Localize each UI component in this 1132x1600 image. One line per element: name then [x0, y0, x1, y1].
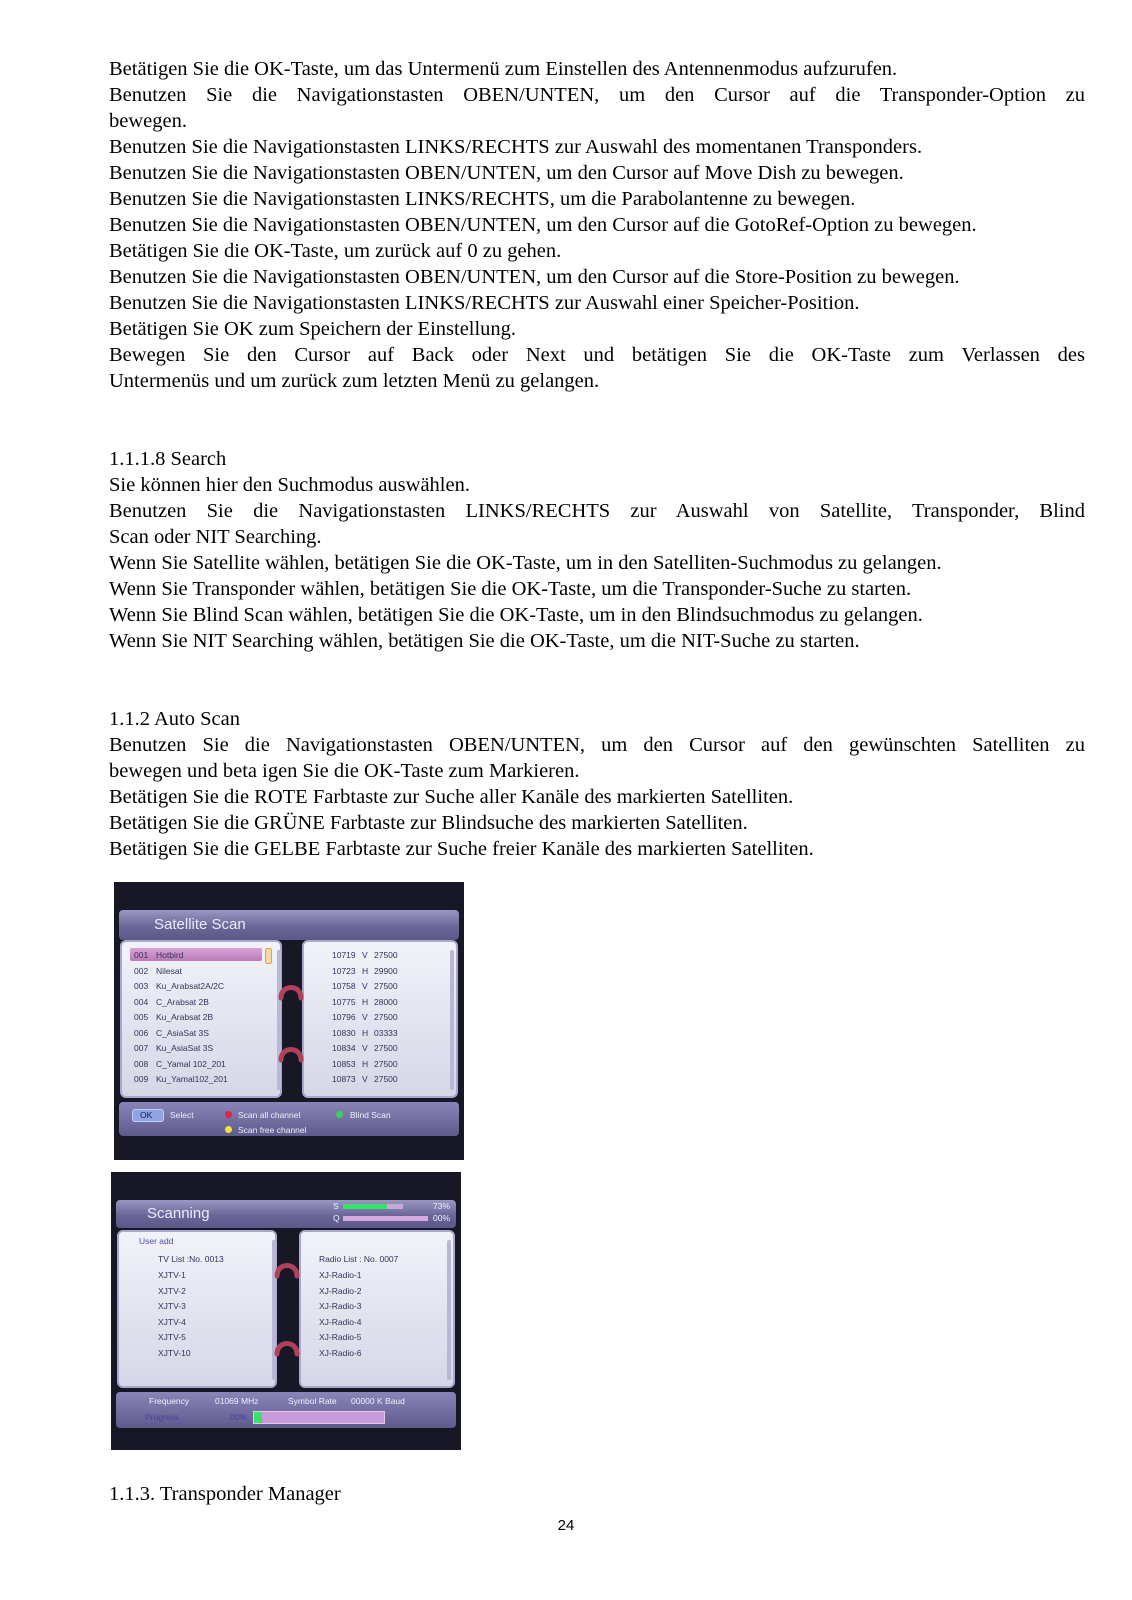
text-line: Benutzen Sie die Navigationstasten OBEN/UNTEN, um den Cursor auf die Transponder-Option zu [109, 84, 1085, 106]
blind-scan-label: Blind Scan [350, 1110, 391, 1120]
satellite-number: 006 [134, 1027, 149, 1038]
transponder-polarization: H [362, 1058, 369, 1069]
satellite-name: C_Arabsat 2B [156, 996, 209, 1007]
signal-q-value: 00% [433, 1213, 451, 1223]
text-line: Wenn Sie NIT Searching wählen, betätigen Sie die OK-Taste, um die NIT-Suche zu starten. [109, 630, 860, 652]
text-line: Benutzen Sie die Navigationstasten LINKS/RECHTS zur Auswahl des momentanen Transponders. [109, 136, 923, 158]
text-line: Benutzen Sie die Navigationstasten LINKS/RECHTS zur Auswahl von Satellite, Transponder, Blind [109, 500, 1085, 522]
text-line: Betätigen Sie die GELBE Farbtaste zur Suche freier Kanäle des markierten Satelliten. [109, 838, 814, 860]
link-hook-icon [274, 1258, 300, 1280]
signal-s-label: S [333, 1201, 339, 1211]
transponder-polarization: V [362, 981, 368, 991]
text-line: Betätigen Sie OK zum Speichern der Einstellung. [109, 318, 517, 340]
text-line: bewegen und beta igen Sie die OK-Taste zum Markieren. [109, 760, 580, 782]
transponder-row[interactable] [332, 1059, 404, 1069]
text-line: Wenn Sie Blind Scan wählen, betätigen Sie die OK-Taste, um in den Blindsuchmodus zu gelangen. [109, 604, 923, 626]
progress-bar [253, 1411, 385, 1424]
progress-value: 00% [230, 1412, 248, 1422]
text-line: Scan oder NIT Searching. [109, 526, 322, 548]
tv-channel-row: XJTV-2 [158, 1285, 186, 1296]
transponder-polarization: V [362, 950, 368, 960]
radio-channel-row: XJ-Radio-6 [319, 1347, 362, 1358]
tv-channel-row: XJTV-10 [158, 1347, 191, 1358]
tv-channel-row: XJTV-1 [158, 1270, 186, 1280]
signal-q-bar [343, 1216, 428, 1221]
radio-channel-row: XJ-Radio-2 [319, 1285, 362, 1296]
text-line: Wenn Sie Transponder wählen, betätigen Sie die OK-Taste, um die Transponder-Suche zu starten. [109, 578, 912, 600]
heading-transponder-manager: 1.1.3. Transponder Manager [109, 1483, 341, 1505]
satellite-row[interactable] [134, 997, 209, 1007]
satellite-number: 008 [134, 1058, 149, 1069]
transponder-frequency: 10719 [332, 950, 356, 960]
text-line: Betätigen Sie die GRÜNE Farbtaste zur Blindsuche des markierten Satelliten. [109, 812, 748, 834]
satellite-number: 002 [134, 965, 149, 976]
satellite-row[interactable] [134, 981, 224, 991]
satellite-number: 003 [134, 981, 149, 991]
text-line: Betätigen Sie die ROTE Farbtaste zur Suche aller Kanäle des markierten Satelliten. [109, 786, 794, 808]
page-body [109, 56, 1085, 862]
text-line: bewegen. [109, 110, 187, 132]
select-label: Select [170, 1110, 194, 1120]
green-key-icon [336, 1111, 343, 1118]
text-line: Betätigen Sie die OK-Taste, um zurück auf 0 zu gehen. [109, 240, 562, 262]
tv-channel-row: XJTV-3 [158, 1301, 186, 1311]
transponder-symbol-rate: 29900 [374, 965, 398, 976]
transponder-row[interactable] [332, 966, 404, 976]
progress-fill [254, 1412, 262, 1423]
tv-channel-row: XJTV-5 [158, 1332, 186, 1342]
symbol-rate-value: 00000 K Baud [351, 1396, 405, 1406]
text-line: Benutzen Sie die Navigationstasten OBEN/UNTEN, um den Cursor auf die GotoRef-Option zu bewegen. [109, 214, 977, 236]
scan-all-label: Scan all channel [238, 1110, 301, 1120]
satellite-name: Ku_AsiaSat 3S [156, 1043, 214, 1053]
transponder-polarization: V [362, 1012, 368, 1022]
satellite-name: Ku_Yamal102_201 [156, 1074, 228, 1084]
transponder-symbol-rate: 27500 [374, 1058, 398, 1069]
intro-paragraphs [109, 56, 1085, 394]
satellite-number: 005 [134, 1012, 149, 1022]
page-number: 24 [557, 1517, 575, 1534]
transponder-row[interactable] [332, 1074, 404, 1084]
satellite-scroll-thumb[interactable] [265, 948, 272, 964]
signal-s-value: 73% [433, 1201, 451, 1211]
satellite-row[interactable] [134, 966, 182, 976]
scan-free-label: Scan free channel [238, 1125, 307, 1135]
transponder-symbol-rate: 28000 [374, 996, 398, 1007]
transponder-symbol-rate: 27500 [374, 981, 398, 991]
transponder-row[interactable] [332, 1012, 404, 1022]
radio-channel-row: XJ-Radio-5 [319, 1332, 362, 1342]
satellite-row[interactable] [134, 1074, 228, 1084]
link-hook-icon [278, 980, 304, 1002]
satellite-number: 004 [134, 996, 149, 1007]
text-line: Benutzen Sie die Navigationstasten LINKS/RECHTS zur Auswahl einer Speicher-Position. [109, 292, 860, 314]
transponder-row[interactable] [332, 1043, 404, 1053]
transponder-polarization: V [362, 1043, 368, 1053]
satellite-scan-screenshot [114, 882, 464, 1160]
satellite-name: Nilesat [156, 965, 182, 976]
link-hook-icon [278, 1042, 304, 1064]
satellite-name: Ku_Arabsat2A/2C [156, 981, 225, 991]
signal-q-label: Q [333, 1213, 340, 1223]
text-line: Betätigen Sie die OK-Taste, um das Untermenü zum Einstellen des Antennenmodus aufzurufen. [109, 58, 898, 80]
transponder-symbol-rate: 03333 [374, 1027, 398, 1038]
transponder-frequency: 10775 [332, 996, 356, 1007]
transponder-polarization: V [362, 1074, 368, 1084]
transponder-frequency: 10796 [332, 1012, 356, 1022]
transponder-symbol-rate: 27500 [374, 1012, 398, 1022]
satellite-number: 001 [134, 950, 149, 960]
text-line: Sie können hier den Suchmodus auswählen. [109, 474, 470, 496]
transponder-frequency: 10830 [332, 1027, 356, 1038]
satellite-row[interactable] [134, 1043, 213, 1053]
scanning-title: Scanning [147, 1205, 210, 1222]
transponder-symbol-rate: 27500 [374, 950, 398, 960]
symbol-rate-label: Symbol Rate [288, 1396, 337, 1406]
yellow-key-icon [225, 1126, 232, 1133]
scanning-screenshot [111, 1172, 461, 1450]
radio-channel-row: XJ-Radio-4 [319, 1316, 362, 1327]
text-line: Wenn Sie Satellite wählen, betätigen Sie die OK-Taste, um in den Satelliten-Suchmodus zu gelangen. [109, 552, 942, 574]
transponder-symbol-rate: 27500 [374, 1043, 398, 1053]
radio-channel-row: XJ-Radio-3 [319, 1301, 362, 1311]
heading-auto-scan: 1.1.2 Auto Scan [109, 708, 240, 730]
transponder-frequency: 10723 [332, 965, 356, 976]
transponder-scrollbar[interactable] [450, 950, 454, 1090]
progress-label: Progress [145, 1412, 180, 1422]
user-add-label: User add [139, 1236, 174, 1246]
transponder-frequency: 10853 [332, 1058, 356, 1069]
text-line: Bewegen Sie den Cursor auf Back oder Next und betätigen Sie die OK-Taste zum Verlassen des [109, 344, 1085, 366]
satellite-name: Ku_Arabsat 2B [156, 1012, 214, 1022]
satellite-name: C_Yamal 102_201 [156, 1058, 226, 1069]
transponder-symbol-rate: 27500 [374, 1074, 398, 1084]
satellite-row[interactable] [134, 1028, 209, 1038]
auto-scan-paragraphs [109, 732, 1085, 862]
satellite-row[interactable] [134, 1059, 226, 1069]
red-key-icon [225, 1111, 232, 1118]
radio-channel-row: XJ-Radio-1 [319, 1270, 362, 1280]
transponder-row[interactable] [332, 950, 404, 960]
satellite-row[interactable] [134, 1012, 213, 1022]
link-hook-icon [274, 1336, 300, 1358]
ok-key-label: OK [140, 1110, 153, 1120]
text-line: Benutzen Sie die Navigationstasten OBEN/UNTEN, um den Cursor auf den gewünschten Satelliten zu [109, 734, 1085, 756]
tv-list-label: TV List :No. 0013 [158, 1254, 224, 1264]
text-line: Untermenüs und um zurück zum letzten Menü zu gelangen. [109, 370, 600, 392]
transponder-frequency: 10873 [332, 1074, 356, 1084]
text-line: Benutzen Sie die Navigationstasten LINKS/RECHTS, um die Parabolantenne zu bewegen. [109, 188, 856, 210]
satellite-name: C_AsiaSat 3S [156, 1027, 209, 1038]
radio-scrollbar[interactable] [447, 1240, 451, 1380]
transponder-row[interactable] [332, 1028, 404, 1038]
satellite-row[interactable] [134, 950, 183, 960]
frequency-label: Frequency [149, 1396, 190, 1406]
signal-s-fill [343, 1204, 387, 1209]
satellite-name: Hotbird [156, 950, 184, 960]
signal-s-bar [343, 1204, 403, 1209]
radio-list-label: Radio List : No. 0007 [319, 1254, 399, 1264]
transponder-row[interactable] [332, 981, 404, 991]
transponder-polarization: H [362, 996, 369, 1007]
search-paragraphs [109, 472, 1085, 654]
transponder-frequency: 10834 [332, 1043, 356, 1053]
satellite-number: 007 [134, 1043, 149, 1053]
satellite-scan-title: Satellite Scan [154, 916, 246, 933]
satellite-scrollbar[interactable] [277, 950, 281, 1090]
heading-search: 1.1.1.8 Search [109, 448, 227, 470]
satellite-number: 009 [134, 1074, 149, 1084]
tv-channel-row: XJTV-4 [158, 1316, 186, 1327]
transponder-row[interactable] [332, 997, 404, 1007]
text-line: Benutzen Sie die Navigationstasten OBEN/UNTEN, um den Cursor auf Move Dish zu bewegen. [109, 162, 904, 184]
frequency-value: 01069 MHz [215, 1396, 259, 1406]
transponder-polarization: H [362, 965, 369, 976]
text-line: Benutzen Sie die Navigationstasten OBEN/UNTEN, um den Cursor auf die Store-Position zu bewegen. [109, 266, 960, 288]
transponder-polarization: H [362, 1027, 369, 1038]
transponder-frequency: 10758 [332, 981, 356, 991]
